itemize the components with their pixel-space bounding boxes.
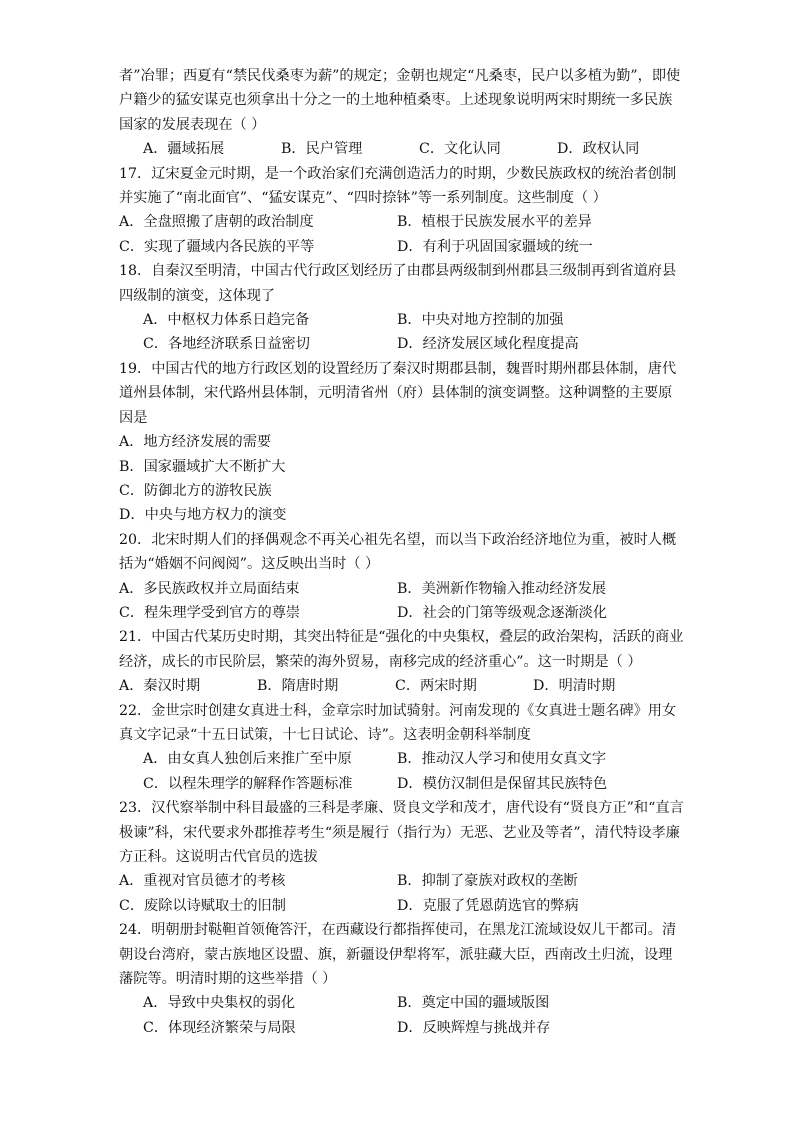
option-b[interactable]: B．植根于民族发展水平的差异 bbox=[397, 214, 592, 231]
option-b[interactable]: B．美洲新作物输入推动经济发展 bbox=[397, 580, 607, 597]
option-a[interactable]: A．中枢权力体系日趋完备 bbox=[143, 312, 310, 329]
question-21 bbox=[119, 625, 684, 698]
option-b[interactable]: B．中央对地方控制的加强 bbox=[397, 312, 564, 329]
option-c[interactable]: C．程朱理学受到官方的尊崇 bbox=[119, 604, 301, 621]
option-b[interactable]: B．国家疆域扩大不断扩大 bbox=[119, 458, 286, 475]
option-d[interactable]: D．政权认同 bbox=[557, 141, 640, 158]
option-a[interactable]: A．由女真人独创后来推广至中原 bbox=[143, 751, 352, 768]
question-stem-line: 方正科。这说明古代官员的选拔 bbox=[119, 849, 318, 865]
option-c[interactable]: C．废除以诗赋取士的旧制 bbox=[119, 897, 286, 914]
option-c[interactable]: C．各地经济联系日益密切 bbox=[143, 336, 310, 353]
options-row bbox=[119, 894, 675, 918]
question-stem-line: 因是 bbox=[119, 409, 148, 426]
option-b[interactable]: B．隋唐时期 bbox=[257, 678, 339, 695]
options-row bbox=[119, 1016, 675, 1040]
option-a[interactable]: A．疆域拓展 bbox=[143, 141, 225, 158]
question-20 bbox=[119, 528, 675, 626]
question-stem-line: 真文字记录“十五日试策，十七日试论、诗”。这表明金朝科举制度 bbox=[119, 726, 531, 743]
question-18 bbox=[119, 259, 675, 357]
option-c[interactable]: C．防御北方的游牧民族 bbox=[119, 482, 272, 499]
question-stem-line: 道州县体制，宋代路州县体制，元明清省州（府）县体制的演变调整。这种调整的主要原 bbox=[119, 385, 673, 402]
option-d[interactable]: D．反映辉煌与挑战并存 bbox=[397, 1019, 551, 1036]
option-a[interactable]: A．重视对官员德才的考核 bbox=[119, 873, 286, 890]
question-stem-line: 并实施了“南北面官”、“猛安谋克”、“四时捺钵”等一系列制度。这些制度（ ） bbox=[119, 190, 607, 207]
options-row bbox=[119, 772, 675, 796]
question-stem-line: 20．北宋时期人们的择偶观念不再关心祖先名望，而以当下政治经济地位为重，被时人概 bbox=[119, 531, 677, 548]
question-stem-line: 23．汉代察举制中科目最盛的三科是孝廉、贤良文学和茂才，唐代设有“贤良方正”和“直言 bbox=[119, 800, 684, 817]
options-row bbox=[119, 747, 675, 771]
options-row bbox=[119, 308, 675, 332]
question-24 bbox=[119, 918, 675, 1040]
question-stem-line: 经济，成长的市民阶层，繁荣的海外贸易，南移完成的经济重心”。这一时期是（ ） bbox=[119, 653, 642, 670]
question-23 bbox=[119, 796, 684, 918]
options-row bbox=[119, 577, 675, 601]
option-d[interactable]: D．明清时期 bbox=[533, 678, 616, 695]
option-a[interactable]: A．秦汉时期 bbox=[119, 678, 201, 695]
options-row bbox=[119, 601, 675, 625]
question-stem-line: 24．明朝册封鞑靼首领俺答汗，在西藏设行都指挥使司，在黑龙江流域设奴儿干都司。清 bbox=[119, 922, 677, 939]
question-stem-line: 者”冶罪；西夏有“禁民伐桑枣为薪”的规定；金朝也规定“凡桑枣，民户以多植为勤”，即使 bbox=[119, 68, 681, 84]
question-stem-line: 17．辽宋夏金元时期，是一个政治家们充满创造活力的时期，少数民族政权的统治者创制 bbox=[119, 165, 677, 182]
question-stem-line: 四级制的演变，这体现了 bbox=[119, 287, 276, 304]
option-d[interactable]: D．中央与地方权力的演变 bbox=[119, 507, 287, 524]
question-stem-line: 国家的发展表现在（ ） bbox=[119, 116, 266, 133]
option-d[interactable]: D．经济发展区域化程度提高 bbox=[397, 336, 579, 353]
option-d[interactable]: D．社会的门第等级观念逐渐淡化 bbox=[397, 604, 608, 621]
option-c[interactable]: C．文化认同 bbox=[419, 141, 501, 158]
question-stem-line: 藩院等。明清时期的这些举措（ ） bbox=[119, 971, 337, 988]
question-stem-line: 22．金世宗时创建女真进士科，金章宗时加试骑射。河南发现的《女真进士题名碑》用女 bbox=[119, 702, 677, 719]
options-row bbox=[119, 674, 675, 698]
option-d[interactable]: D．模仿汉制但是保留其民族特色 bbox=[397, 775, 608, 792]
question-stem-line: 极谏”科，宋代要求外郡推荐考生“须是履行（指行为）无恶、艺业及等者”，清代特设孝廉 bbox=[119, 824, 680, 841]
option-a[interactable]: A．多民族政权并立局面结束 bbox=[119, 580, 300, 597]
question-stem-line: 21．中国古代某历史时期，其突出特征是“强化的中央集权，叠层的政治架构，活跃的商业 bbox=[119, 629, 684, 646]
option-a[interactable]: A．全盘照搬了唐朝的政治制度 bbox=[119, 214, 314, 231]
options-row bbox=[119, 137, 675, 161]
option-b[interactable]: B．抑制了豪族对政权的垄断 bbox=[397, 873, 578, 890]
options-row bbox=[119, 869, 675, 893]
question-page bbox=[119, 64, 684, 1040]
option-a[interactable]: A．导致中央集权的弱化 bbox=[143, 995, 296, 1012]
options-row bbox=[119, 210, 675, 234]
question-stem-line: 括为“婚姻不问阀阅”。这反映出当时（ ） bbox=[119, 556, 380, 573]
question-17 bbox=[119, 162, 675, 260]
question-19 bbox=[119, 357, 675, 528]
option-a[interactable]: A．地方经济发展的需要 bbox=[119, 434, 272, 451]
question-stem-line: 户籍少的猛安谋克也须拿出十分之一的土地种植桑枣。上述现象说明两宋时期统一多民族 bbox=[119, 92, 673, 109]
option-b[interactable]: B．推动汉人学习和使用女真文字 bbox=[397, 751, 607, 768]
option-b[interactable]: B．奠定中国的疆域版图 bbox=[397, 995, 550, 1012]
option-c[interactable]: C．实现了疆域内各民族的平等 bbox=[119, 238, 315, 255]
option-d[interactable]: D．克服了凭恩荫选官的弊病 bbox=[397, 897, 579, 914]
options-row bbox=[119, 991, 675, 1015]
option-c[interactable]: C．两宋时期 bbox=[395, 678, 477, 695]
question-stem-line: 18．自秦汉至明清，中国古代行政区划经历了由郡县两级制到州郡县三级制再到省道府县 bbox=[119, 263, 677, 280]
question-16 bbox=[119, 64, 681, 162]
options-row bbox=[119, 332, 675, 356]
question-stem-line: 朝设台湾府，蒙古族地区设盟、旗，新疆设伊犁将军，派驻藏大臣，西南改土归流，设理 bbox=[119, 946, 673, 963]
options-row bbox=[119, 235, 675, 259]
question-stem-line: 19．中国古代的地方行政区划的设置经历了秦汉时期郡县制，魏晋时期州郡县体制，唐代 bbox=[119, 360, 677, 377]
option-d[interactable]: D．有利于巩固国家疆域的统一 bbox=[397, 238, 593, 255]
option-c[interactable]: C．体现经济繁荣与局限 bbox=[143, 1019, 296, 1036]
option-c[interactable]: C．以程朱理学的解释作答题标准 bbox=[143, 775, 353, 792]
option-b[interactable]: B．民户管理 bbox=[281, 141, 363, 158]
question-22 bbox=[119, 699, 675, 797]
